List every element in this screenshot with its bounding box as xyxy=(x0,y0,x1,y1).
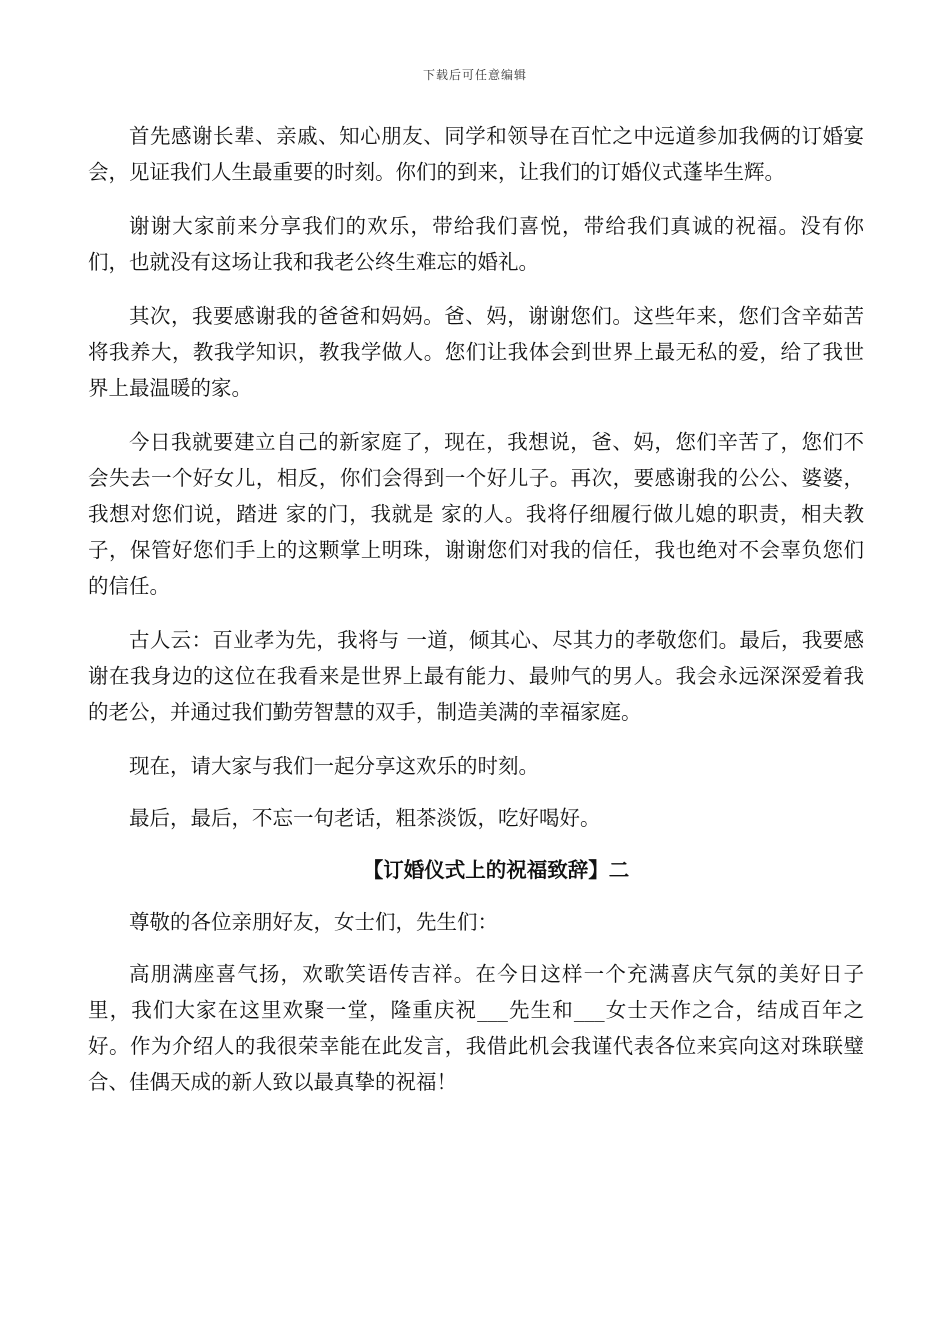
section-title: 【订婚仪式上的祝福致辞】二 xyxy=(362,858,630,882)
paragraph-filial-piety: 古人云：百业孝为先，我将与 一道，倾其心、尽其力的孝敬您们。最后，我要感谢在我身边的这位在我看来是世界上最有能力、最帅气的男人。我会永远深深爱着我的老公，并通过我们勤劳智慧的双手，制造美满的幸福家庭。 xyxy=(88,628,864,724)
paragraph-thanks-parents: 其次，我要感谢我的爸爸和妈妈。爸、妈，谢谢您们。这些年来，您们含辛茹苦将我养大，教我学知识，教我学做人。您们让我体会到世界上最无私的爱，给了我世界上最温暖的家。 xyxy=(88,304,864,400)
paragraph-thanks-sharing: 谢谢大家前来分享我们的欢乐，带给我们喜悦，带给我们真诚的祝福。没有你们，也就没有这场让我和我老公终生难忘的婚礼。 xyxy=(88,214,864,274)
page-header-note: 下载后可任意编辑 xyxy=(422,68,527,82)
paragraph-closing: 最后，最后，不忘一句老话，粗茶淡饭，吃好喝好。 xyxy=(129,806,601,830)
paragraph-thanks-guests: 首先感谢长辈、亲戚、知心朋友、同学和领导在百忙之中远道参加我俩的订婚宴会，见证我们人生最重要的时刻。你们的到来，让我们的订婚仪式蓬毕生辉。 xyxy=(88,124,864,184)
paragraph-celebration: 高朋满座喜气扬，欢歌笑语传吉祥。在今日这样一个充满喜庆气氛的美好日子里，我们大家在这里欢聚一堂，隆重庆祝___先生和___女士天作之合，结成百年之好。作为介绍人的我很荣幸能在此发言，我借此机会我谨代表各位来宾向这对珠联璧合、佳偶天成的新人致以最真挚的祝福！ xyxy=(88,962,864,1094)
paragraph-salutation: 尊敬的各位亲朋好友，女士们，先生们： xyxy=(129,910,498,934)
paragraph-new-family: 今日我就要建立自己的新家庭了，现在，我想说，爸、妈，您们辛苦了，您们不会失去一个好女儿，相反，你们会得到一个好儿子。再次，要感谢我的公公、婆婆，我想对您们说，踏进 家的门，我就是 家的人。我将仔细履行做儿媳的职责，相夫教子，保管好您们手上的这颗掌上明珠，谢谢您们对我的信任，我也绝对不会辜负您们的信任。 xyxy=(88,430,864,598)
paragraph-share-moment: 现在，请大家与我们一起分享这欢乐的时刻。 xyxy=(129,754,539,778)
document-body xyxy=(88,118,864,1118)
